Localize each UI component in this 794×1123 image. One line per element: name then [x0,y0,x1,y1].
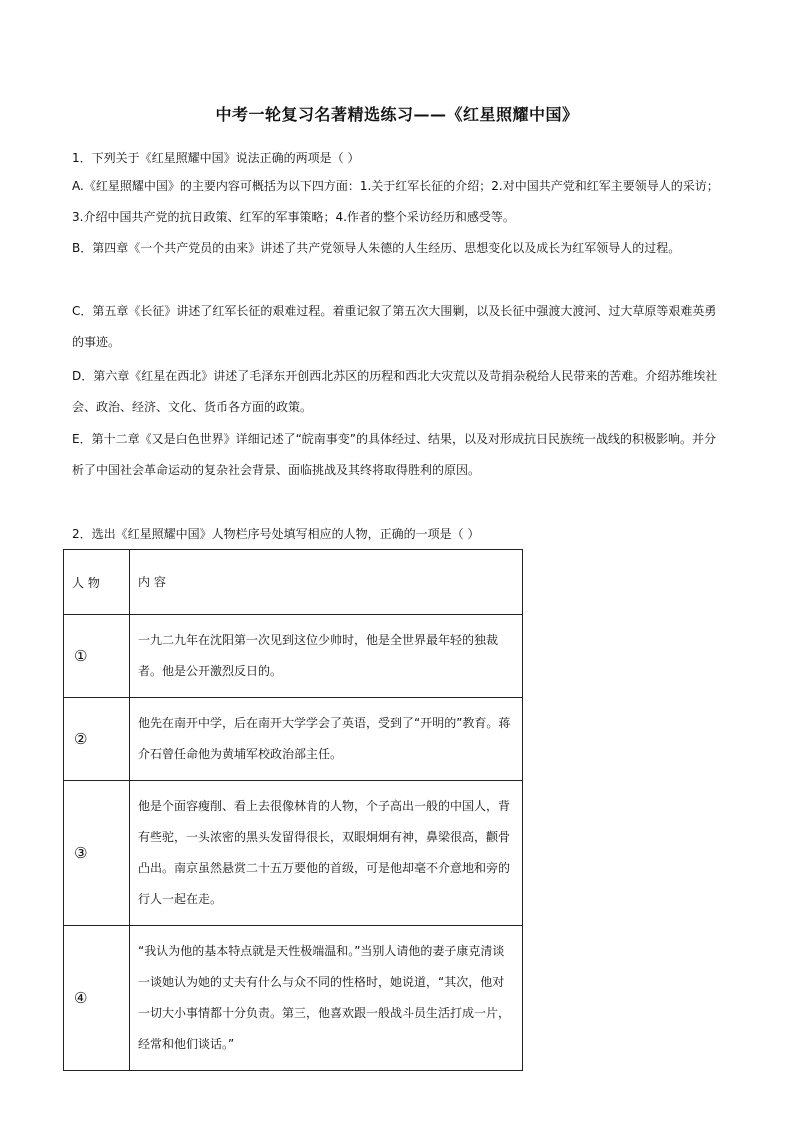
row-number: ② [64,698,130,781]
table-row [64,615,523,698]
row-number: ① [64,615,130,698]
question-1-stem: 1．下列关于《红星照耀中国》说法正确的两项是（ ） [72,151,360,165]
row-number: ③ [64,781,130,926]
table-row [64,781,523,926]
header-content: 内 容 [130,550,523,615]
question-1-option-b: B．第四章《一个共产党员的由来》讲述了共产党领导人朱德的人生经历、思想变化以及成长为红军领导人的过程。 [72,241,681,255]
header-person: 人 物 [64,550,130,615]
question-1-option-c: C．第五章《长征》讲述了红军长征的艰难过程。着重记叙了第五次大围剿，以及长征中强渡大渡河、过大草原等艰难英勇的事迹。 [72,304,717,349]
table-row [64,698,523,781]
document-title: 中考一轮复习名著精选练习——《红星照耀中国》 [215,105,579,124]
row-content: 一九二九年在沈阳第一次见到这位少帅时，他是全世界最年轻的独裁者。他是公开激烈反日的。 [130,615,523,698]
table-row [64,926,523,1071]
person-table [63,549,523,1071]
row-number: ④ [64,926,130,1071]
question-1-option-e: E．第十二章《又是白色世界》详细记述了“皖南事变”的具体经过、结果，以及对形成抗日民族统一战线的积极影响。并分析了中国社会革命运动的复杂社会背景、面临挑战及其终将取得胜利的原因。 [72,432,717,477]
question-2-stem: 2．选出《红星照耀中国》人物栏序号处填写相应的人物，正确的一项是（ ） [72,527,480,541]
row-content: “我认为他的基本特点就是天性极端温和。”当别人请他的妻子康克清谈一谈她认为她的丈夫有什么与众不同的性格时，她说道，“其次，他对一切大小事情都十分负责。第三，他喜欢跟一般战斗员生活打成一片，经常和他们谈话。” [130,926,523,1071]
row-content: 他先在南开中学，后在南开大学学会了英语，受到了“开明的”教育。蒋介石曾任命他为黄埔军校政治部主任。 [130,698,523,781]
question-1-option-a: A.《红星照耀中国》的主要内容可概括为以下四方面：1.关于红军长征的介绍；2.对中国共产党和红军主要领导人的采访；3.介绍中国共产党的抗日政策、红军的军事策略；4.作者的整个采访经历和感受等。 [72,179,719,224]
question-1-option-d: D．第六章《红星在西北》讲述了毛泽东开创西北苏区的历程和西北大灾荒以及苛捐杂税给人民带来的苦难。介绍苏维埃社会、政治、经济、文化、货币各方面的政策。 [72,369,718,414]
table-header-row [64,550,523,615]
row-content: 他是个面容瘦削、看上去很像林肯的人物，个子高出一般的中国人，背有些驼，一头浓密的黑头发留得很长，双眼炯炯有神，鼻梁很高，颧骨凸出。南京虽然悬赏二十五万要他的首级，可是他却毫不介意地和旁的行人一起在走。 [130,781,523,926]
